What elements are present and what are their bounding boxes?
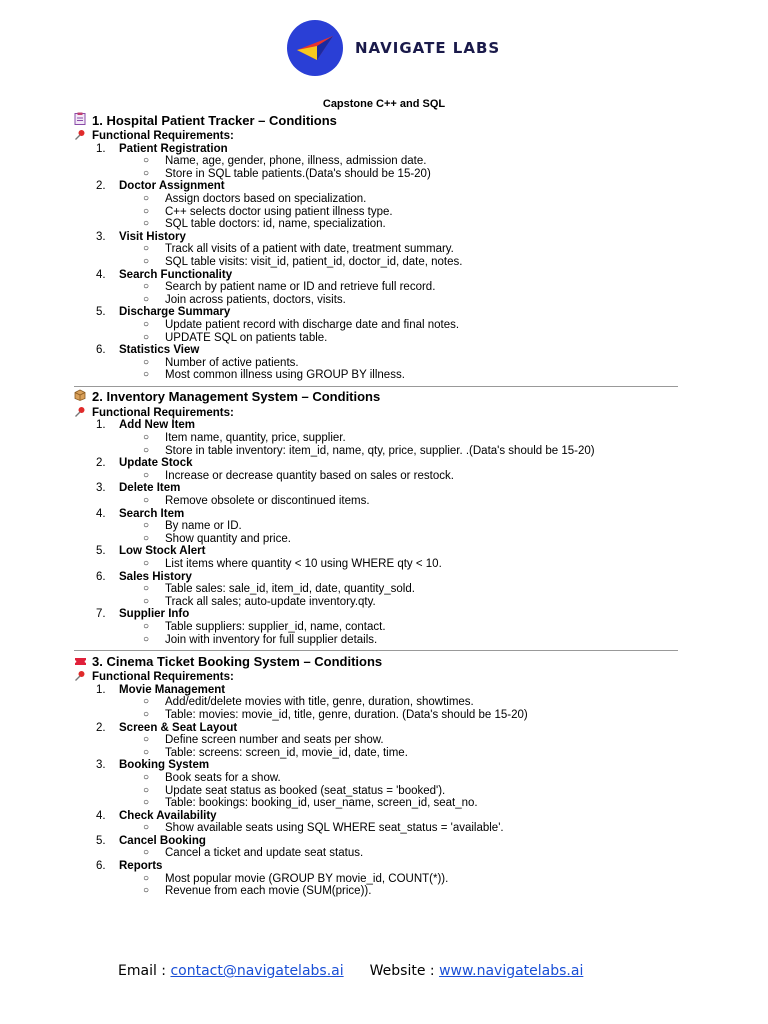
- bullet-icon: ○: [143, 885, 150, 897]
- sub-point-text: Track all sales; auto-update inventory.qty.: [165, 595, 376, 608]
- bullet-icon: ○: [143, 155, 150, 167]
- sub-point-text: Increase or decrease quantity based on sales or restock.: [165, 469, 454, 482]
- bullet-icon: ○: [143, 734, 150, 746]
- item-label: Doctor Assignment: [119, 180, 225, 193]
- item-number: 2.: [96, 457, 106, 470]
- ticket-icon: [74, 654, 88, 669]
- bullet-icon: ○: [143, 583, 150, 595]
- sub-point: [74, 747, 678, 760]
- sub-point-text: Table: movies: movie_id, title, genre, duration. (Data's should be 15-20): [165, 708, 528, 721]
- sub-point: [74, 621, 678, 634]
- sub-point-text: Revenue from each movie (SUM(price)).: [165, 885, 372, 898]
- sub-point-text: Store in SQL table patients.(Data's should be 15-20): [165, 167, 431, 180]
- requirement-item: [74, 759, 678, 772]
- requirement-item: [74, 608, 678, 621]
- sub-point: [74, 155, 678, 168]
- pushpin-icon: [74, 129, 88, 144]
- sub-point: [74, 520, 678, 533]
- bullet-icon: ○: [143, 318, 150, 330]
- requirements-sections: [74, 110, 678, 898]
- sub-point-text: Track all visits of a patient with date, treatment summary.: [165, 243, 454, 256]
- sub-point: [74, 873, 678, 886]
- item-number: 1.: [96, 142, 106, 155]
- section-heading: [74, 651, 678, 671]
- item-label: Supplier Info: [119, 608, 190, 621]
- sub-point: [74, 847, 678, 860]
- item-number: 5.: [96, 306, 106, 319]
- bullet-icon: ○: [143, 255, 150, 267]
- requirement-item: [74, 684, 678, 697]
- bullet-icon: ○: [143, 847, 150, 859]
- sub-point-text: Remove obsolete or discontinued items.: [165, 495, 370, 508]
- sub-point: [74, 294, 678, 307]
- requirement-item: [74, 306, 678, 319]
- bullet-icon: ○: [143, 281, 150, 293]
- item-number: 7.: [96, 608, 106, 621]
- bullet-icon: ○: [143, 356, 150, 368]
- item-label: Cancel Booking: [119, 834, 206, 847]
- item-number: 1.: [96, 683, 106, 696]
- bullet-icon: ○: [143, 708, 150, 720]
- bullet-icon: ○: [143, 495, 150, 507]
- bullet-icon: ○: [143, 696, 150, 708]
- item-number: 6.: [96, 570, 106, 583]
- bullet-icon: ○: [143, 369, 150, 381]
- functional-requirements-label: Functional Requirements:: [92, 130, 234, 143]
- sub-point: [74, 470, 678, 483]
- functional-requirements-label: Functional Requirements:: [92, 407, 234, 420]
- sub-point: [74, 583, 678, 596]
- sub-point-text: Show quantity and price.: [165, 532, 291, 545]
- sub-point: [74, 785, 678, 798]
- bullet-icon: ○: [143, 595, 150, 607]
- requirement-item: [74, 508, 678, 521]
- brand-logo: [287, 20, 500, 76]
- sub-point-text: C++ selects doctor using patient illness type.: [165, 205, 393, 218]
- package-icon: [74, 389, 88, 404]
- email-link[interactable]: contact@navigatelabs.ai: [170, 963, 344, 979]
- sub-point: [74, 558, 678, 571]
- sub-point-text: Join across patients, doctors, visits.: [165, 293, 346, 306]
- sub-point-text: Name, age, gender, phone, illness, admission date.: [165, 155, 427, 168]
- bullet-icon: ○: [143, 520, 150, 532]
- bullet-icon: ○: [143, 444, 150, 456]
- sub-point-text: Table: screens: screen_id, movie_id, date, time.: [165, 746, 408, 759]
- sub-point: [74, 495, 678, 508]
- item-number: 4.: [96, 809, 106, 822]
- section-heading: [74, 387, 678, 407]
- clipboard-icon: [74, 112, 88, 128]
- bullet-icon: ○: [143, 218, 150, 230]
- website-label: Website :: [369, 963, 440, 979]
- item-label: Search Functionality: [119, 268, 233, 281]
- functional-requirements-label: Functional Requirements:: [92, 671, 234, 684]
- section-3: [74, 651, 678, 898]
- item-label: Statistics View: [119, 344, 200, 357]
- navigate-labs-logo-icon: [287, 20, 343, 76]
- sub-point-text: Cancel a ticket and update seat status.: [165, 847, 364, 860]
- requirement-item: [74, 545, 678, 558]
- document-title: Capstone C++ and SQL: [322, 98, 446, 110]
- item-label: Low Stock Alert: [119, 545, 206, 558]
- sub-point-text: Add/edit/delete movies with title, genre, duration, showtimes.: [165, 696, 474, 709]
- item-number: 2.: [96, 180, 106, 193]
- bullet-icon: ○: [143, 243, 150, 255]
- website-link[interactable]: www.navigatelabs.ai: [439, 963, 584, 979]
- pushpin-icon: [74, 406, 88, 421]
- sub-point: [74, 168, 678, 181]
- item-label: Screen & Seat Layout: [119, 721, 238, 734]
- section-title: 1. Hospital Patient Tracker – Conditions: [92, 112, 337, 128]
- item-number: 3.: [96, 230, 106, 243]
- requirement-item: [74, 143, 678, 156]
- email-label: Email :: [118, 963, 171, 979]
- sub-point-text: List items where quantity < 10 using WHERE qty < 10.: [165, 558, 442, 570]
- sub-point: [74, 332, 678, 345]
- sub-point: [74, 243, 678, 256]
- sub-point-text: SQL table visits: visit_id, patient_id, doctor_id, date, notes.: [165, 255, 463, 268]
- sub-point: [74, 596, 678, 609]
- requirement-item: [74, 457, 678, 470]
- bullet-icon: ○: [143, 633, 150, 645]
- sub-point: [74, 885, 678, 898]
- sub-point: [74, 822, 678, 835]
- bullet-icon: ○: [143, 620, 150, 632]
- item-label: Visit History: [119, 230, 186, 243]
- sub-point: [74, 218, 678, 231]
- sub-point-text: Number of active patients.: [165, 356, 299, 369]
- sub-point-text: Table sales: sale_id, item_id, date, quantity_sold.: [165, 583, 415, 596]
- sub-point: [74, 319, 678, 332]
- section-heading: [74, 110, 678, 130]
- sub-point: [74, 533, 678, 546]
- requirement-item: [74, 482, 678, 495]
- bullet-icon: ○: [143, 331, 150, 343]
- bullet-icon: ○: [143, 558, 150, 569]
- sub-point-text: Define screen number and seats per show.: [165, 734, 384, 747]
- sub-point: [74, 369, 678, 382]
- bullet-icon: ○: [143, 293, 150, 305]
- sub-point-text: Search by patient name or ID and retrieve full record.: [165, 281, 436, 294]
- sub-point-text: Item name, quantity, price, supplier.: [165, 432, 346, 445]
- item-number: 6.: [96, 860, 106, 873]
- brand-name: NAVIGATE LABS: [355, 39, 501, 57]
- sub-point-text: Table suppliers: supplier_id, name, contact.: [165, 620, 386, 633]
- item-number: 4.: [96, 507, 106, 520]
- functional-requirements-heading: [74, 671, 678, 684]
- requirement-item: [74, 180, 678, 193]
- sub-point-text: UPDATE SQL on patients table.: [165, 331, 328, 344]
- item-label: Discharge Summary: [119, 306, 231, 319]
- section-title: 3. Cinema Ticket Booking System – Conditions: [92, 653, 383, 669]
- sub-point-text: Book seats for a show.: [165, 771, 281, 784]
- item-number: 4.: [96, 268, 106, 281]
- sub-point: [74, 357, 678, 370]
- item-number: 5.: [96, 545, 106, 558]
- sub-point-text: Update seat status as booked (seat_status = 'booked').: [165, 784, 446, 797]
- item-label: Search Item: [119, 507, 185, 520]
- sub-point-text: Show available seats using SQL WHERE seat_status = 'available'.: [165, 822, 504, 835]
- bullet-icon: ○: [143, 205, 150, 217]
- functional-requirements-heading: [74, 407, 678, 420]
- sub-point: [74, 634, 678, 647]
- sub-point: [74, 696, 678, 709]
- sub-point-text: Store in table inventory: item_id, name, qty, price, supplier. .(Data's should be 15-20): [165, 444, 595, 457]
- bullet-icon: ○: [143, 771, 150, 783]
- requirement-item: [74, 269, 678, 282]
- sub-point-text: Join with inventory for full supplier details.: [165, 633, 378, 646]
- sub-point: [74, 432, 678, 445]
- sub-point-text: Update patient record with discharge date and final notes.: [165, 318, 460, 331]
- sub-point-text: Assign doctors based on specialization.: [165, 192, 367, 205]
- item-label: Delete Item: [119, 482, 181, 495]
- sub-point-text: Most popular movie (GROUP BY movie_id, COUNT(*)).: [165, 872, 449, 885]
- bullet-icon: ○: [143, 192, 150, 204]
- item-label: Check Availability: [119, 809, 217, 822]
- requirement-item: [74, 835, 678, 848]
- bullet-icon: ○: [143, 167, 150, 179]
- bullet-icon: ○: [143, 784, 150, 796]
- sub-point: [74, 772, 678, 785]
- item-number: 2.: [96, 721, 106, 734]
- item-number: 5.: [96, 834, 106, 847]
- sub-point: [74, 734, 678, 747]
- requirement-item: [74, 419, 678, 432]
- bullet-icon: ○: [143, 432, 150, 444]
- item-label: Booking System: [119, 759, 210, 772]
- item-number: 6.: [96, 344, 106, 357]
- item-label: Add New Item: [119, 419, 196, 432]
- item-label: Reports: [119, 860, 163, 873]
- section-2: [74, 387, 678, 651]
- requirement-item: [74, 344, 678, 357]
- requirement-item: [74, 231, 678, 244]
- bullet-icon: ○: [143, 872, 150, 884]
- section-1: [74, 110, 678, 387]
- section-title: 2. Inventory Management System – Conditions: [92, 389, 381, 405]
- sub-point: [74, 709, 678, 722]
- bullet-icon: ○: [143, 822, 150, 834]
- requirement-item: [74, 810, 678, 823]
- item-label: Patient Registration: [119, 142, 228, 155]
- requirement-item: [74, 722, 678, 735]
- sub-point-text: Table: bookings: booking_id, user_name, screen_id, seat_no.: [165, 797, 478, 810]
- item-label: Sales History: [119, 570, 192, 583]
- sub-point: [74, 797, 678, 810]
- footer: [118, 963, 583, 979]
- sub-point: [74, 256, 678, 269]
- bullet-icon: ○: [143, 469, 150, 481]
- item-number: 1.: [96, 419, 106, 432]
- sub-point: [74, 193, 678, 206]
- item-label: Update Stock: [119, 457, 193, 470]
- sub-point: [74, 206, 678, 219]
- item-label: Movie Management: [119, 683, 226, 696]
- item-number: 3.: [96, 482, 106, 495]
- sub-point: [74, 445, 678, 458]
- sub-point-text: By name or ID.: [165, 520, 242, 533]
- item-number: 3.: [96, 759, 106, 772]
- bullet-icon: ○: [143, 532, 150, 544]
- bullet-icon: ○: [143, 797, 150, 809]
- requirement-item: [74, 571, 678, 584]
- pushpin-icon: [74, 670, 88, 685]
- requirement-item: [74, 860, 678, 873]
- sub-point-text: SQL table doctors: id, name, specialization.: [165, 218, 386, 231]
- sub-point: [74, 281, 678, 294]
- functional-requirements-heading: [74, 130, 678, 143]
- bullet-icon: ○: [143, 746, 150, 758]
- sub-point-text: Most common illness using GROUP BY illness.: [165, 369, 405, 382]
